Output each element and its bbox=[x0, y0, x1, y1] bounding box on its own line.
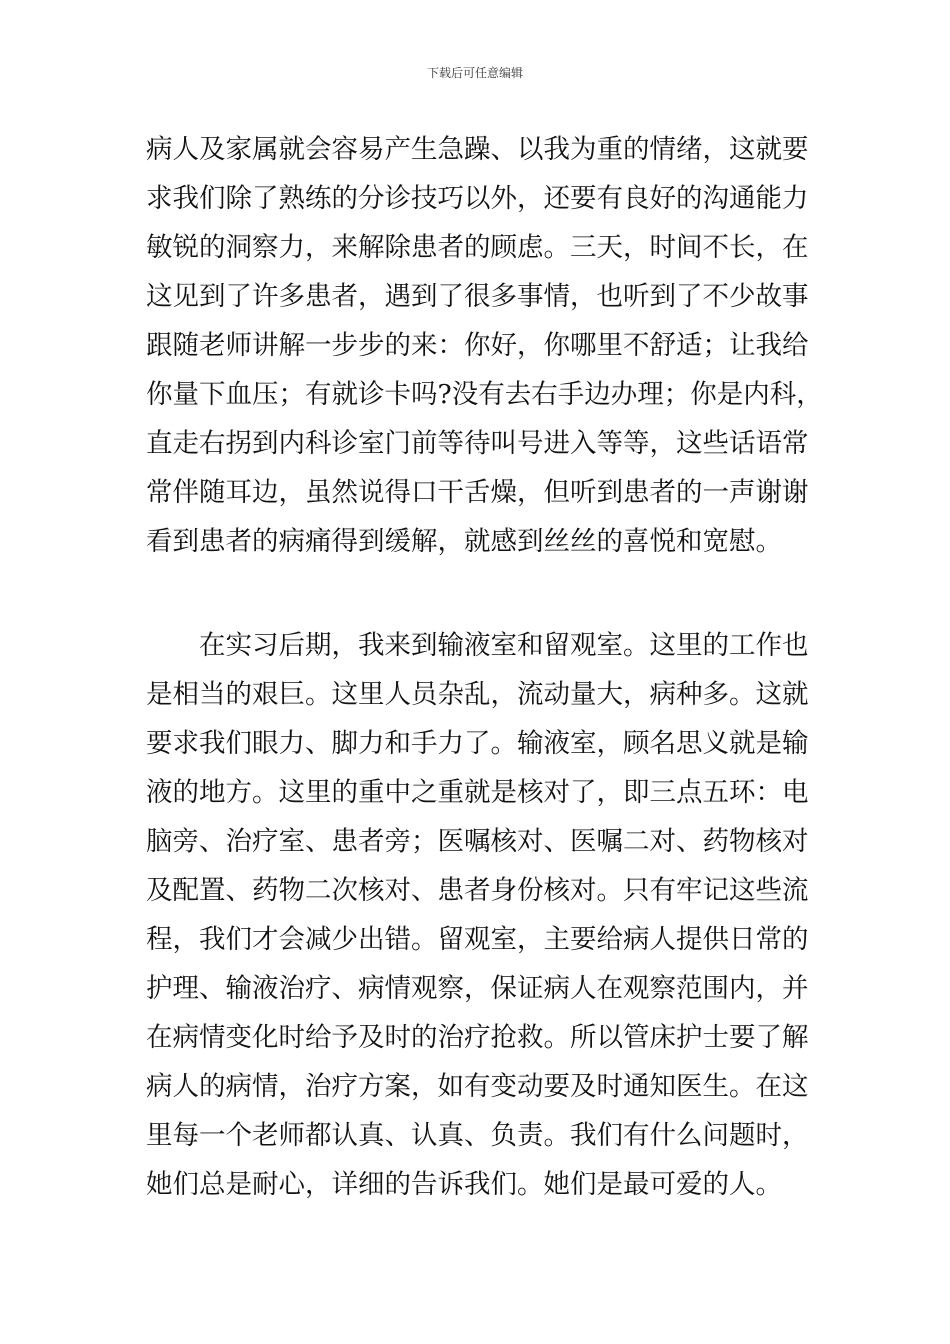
paragraph-2-line: 要求我们眼力、脚力和手力了。输液室，顾名思义就是输 bbox=[146, 728, 809, 759]
paragraph-1-line: 跟随老师讲解一步步的来：你好，你哪里不舒适；让我给 bbox=[146, 330, 809, 361]
paragraph-2-line: 及配置、药物二次核对、患者身份核对。只有牢记这些流 bbox=[146, 875, 809, 906]
page-header: 下载后可任意编辑 bbox=[426, 66, 523, 80]
paragraph-2-line: 是相当的艰巨。这里人员杂乱，流动量大，病种多。这就 bbox=[146, 679, 809, 710]
paragraph-2-line: 程，我们才会减少出错。留观室，主要给病人提供日常的 bbox=[146, 924, 809, 955]
paragraph-1-line: 你量下血压；有就诊卡吗?没有去右手边办理；你是内科， bbox=[146, 379, 823, 410]
paragraph-2-line: 里每一个老师都认真、认真、负责。我们有什么问题时， bbox=[146, 1120, 809, 1151]
paragraph-1-line: 直走右拐到内科诊室门前等待叫号进入等等，这些话语常 bbox=[146, 428, 809, 459]
paragraph-1-line: 敏锐的洞察力，来解除患者的顾虑。三天，时间不长，在 bbox=[146, 232, 809, 263]
paragraph-2-line: 她们总是耐心，详细的告诉我们。她们是最可爱的人。 bbox=[146, 1169, 782, 1200]
paragraph-2-line: 护理、输液治疗、病情观察，保证病人在观察范围内，并 bbox=[146, 973, 809, 1004]
paragraph-1-line: 看到患者的病痛得到缓解，就感到丝丝的喜悦和宽慰。 bbox=[146, 526, 782, 557]
paragraph-1-line: 这见到了许多患者，遇到了很多事情，也听到了不少故事 bbox=[146, 281, 809, 312]
paragraph-1-line: 常伴随耳边，虽然说得口干舌燥，但听到患者的一声谢谢 bbox=[146, 477, 809, 508]
paragraph-2-line: 在实习后期，我来到输液室和留观室。这里的工作也 bbox=[199, 630, 809, 661]
paragraph-1-line: 求我们除了熟练的分诊技巧以外，还要有良好的沟通能力 bbox=[146, 183, 809, 214]
paragraph-2-line: 脑旁、治疗室、患者旁；医嘱核对、医嘱二对、药物核对 bbox=[146, 826, 809, 857]
paragraph-2-line: 在病情变化时给予及时的治疗抢救。所以管床护士要了解 bbox=[146, 1022, 809, 1053]
paragraph-2-line: 液的地方。这里的重中之重就是核对了，即三点五环：电 bbox=[146, 777, 809, 808]
paragraph-2-line: 病人的病情，治疗方案，如有变动要及时通知医生。在这 bbox=[146, 1071, 809, 1102]
paragraph-1-line: 病人及家属就会容易产生急躁、以我为重的情绪，这就要 bbox=[146, 134, 809, 165]
